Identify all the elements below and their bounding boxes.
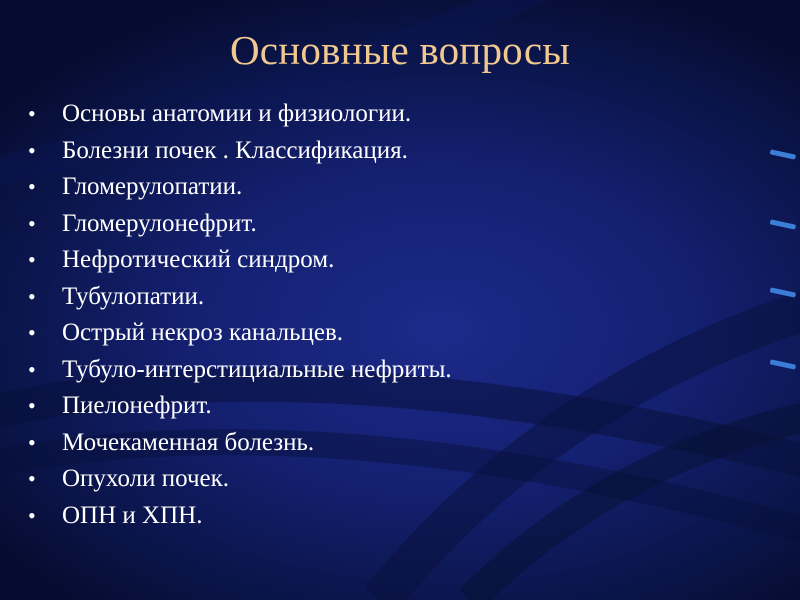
list-item xyxy=(28,96,452,133)
list-item-text: Острый некроз канальцев. xyxy=(62,319,344,346)
bullet-icon: • xyxy=(28,247,36,272)
list-item-text: Опухоли почек. xyxy=(62,465,230,492)
list-item xyxy=(28,242,452,279)
bullet-icon: • xyxy=(28,320,36,345)
list-item-text: Нефротический синдром. xyxy=(62,246,335,273)
list-item-text: Гломерулопатии. xyxy=(62,173,243,200)
list-item xyxy=(28,133,452,170)
list-item-text: Основы анатомии и физиологии. xyxy=(62,100,412,127)
list-item xyxy=(28,498,452,535)
list-item xyxy=(28,279,452,316)
list-item xyxy=(28,425,452,462)
list-item-text: Тубулопатии. xyxy=(62,282,205,310)
list-item xyxy=(28,169,452,206)
bullet-icon: • xyxy=(28,210,36,236)
bullet-icon: • xyxy=(28,502,36,528)
bullet-icon: • xyxy=(28,137,36,163)
bullet-icon: • xyxy=(28,283,36,309)
list-item-text: Тубуло-интерстициальные нефриты. xyxy=(62,355,452,383)
list-item-text: ОПН и ХПН. xyxy=(62,501,203,529)
list-item-text: Мочекаменная болезнь. xyxy=(62,428,315,456)
list-item xyxy=(28,206,452,243)
list-item-text: Болезни почек . Классификация. xyxy=(62,136,408,164)
bullet-icon: • xyxy=(28,393,36,418)
topic-list xyxy=(28,96,452,534)
bullet-icon: • xyxy=(28,429,36,455)
bullet-icon: • xyxy=(28,101,36,126)
list-item xyxy=(28,461,452,498)
list-item-text: Гломерулонефрит. xyxy=(62,209,257,237)
list-item-text: Пиелонефрит. xyxy=(62,392,212,419)
bullet-icon: • xyxy=(28,356,36,382)
slide-title: Основные вопросы xyxy=(229,27,571,73)
list-item xyxy=(28,352,452,389)
list-item xyxy=(28,315,452,352)
bullet-icon: • xyxy=(28,466,36,491)
bullet-icon: • xyxy=(28,174,36,199)
list-item xyxy=(28,388,452,425)
